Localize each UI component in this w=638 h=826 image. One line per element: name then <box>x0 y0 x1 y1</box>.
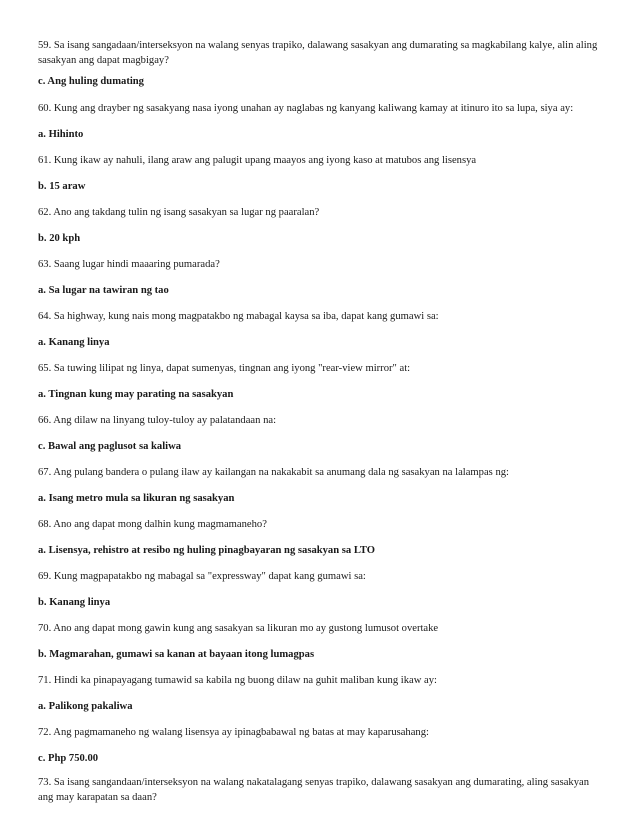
answer-71: a. Palikong pakaliwa <box>38 701 133 712</box>
question-66: 66. Ang dilaw na linyang tuloy-tuloy ay palatandaan na: <box>38 415 277 426</box>
answer-61: b. 15 araw <box>38 181 86 192</box>
question-60: 60. Kung ang drayber ng sasakyang nasa iyong unahan ay naglabas ng kanyang kaliwang kamay at itinuro ito sa lupa, siya ay: <box>38 103 574 114</box>
answer-59: c. Ang huling dumating <box>38 76 144 87</box>
answer-63: a. Sa lugar na tawiran ng tao <box>38 285 169 296</box>
question-71: 71. Hindi ka pinapayagang tumawid sa kabila ng buong dilaw na guhit maliban kung ikaw ay: <box>38 675 437 686</box>
question-69: 69. Kung magpapatakbo ng mabagal sa "expressway" dapat kang gumawi sa: <box>38 571 366 582</box>
question-63: 63. Saang lugar hindi maaaring pumarada? <box>38 259 220 270</box>
question-61: 61. Kung ikaw ay nahuli, ilang araw ang palugit upang maayos ang iyong kaso at matubos ang lisensya <box>38 155 477 166</box>
answer-62: b. 20 kph <box>38 233 81 244</box>
answer-66: c. Bawal ang paglusot sa kaliwa <box>38 441 182 452</box>
question-64: 64. Sa highway, kung nais mong magpatakbo ng mabagal kaysa sa iba, dapat kang gumawi sa: <box>38 311 439 322</box>
question-65: 65. Sa tuwing lilipat ng linya, dapat sumenyas, tingnan ang iyong "rear-view mirror" at: <box>38 363 411 374</box>
question-68: 68. Ano ang dapat mong dalhin kung magmamaneho? <box>38 519 267 530</box>
answer-70: b. Magmarahan, gumawi sa kanan at bayaan itong lumagpas <box>38 649 315 660</box>
answer-69: b. Kanang linya <box>38 597 111 608</box>
answer-68: a. Lisensya, rehistro at resibo ng huling pinagbayaran ng sasakyan sa LTO <box>38 545 376 556</box>
question-73: 73. Sa isang sangandaan/interseksyon na walang nakatalagang senyas trapiko, dalawang sasakyan ang dumarating, aling sasakyan ang may karapatan sa daan? <box>38 777 589 803</box>
answer-65: a. Tingnan kung may parating na sasakyan <box>38 389 234 400</box>
question-62: 62. Ano ang takdang tulin ng isang sasakyan sa lugar ng paaralan? <box>38 207 320 218</box>
answer-64: a. Kanang linya <box>38 337 110 348</box>
question-72: 72. Ang pagmamaneho ng walang lisensya ay ipinagbabawal ng batas at may kaparusahang: <box>38 727 429 738</box>
answer-67: a. Isang metro mula sa likuran ng sasakyan <box>38 493 235 504</box>
question-70: 70. Ano ang dapat mong gawin kung ang sasakyan sa likuran mo ay gustong lumusot overtake <box>38 623 439 634</box>
answer-72: c. Php 750.00 <box>38 753 99 764</box>
question-59: 59. Sa isang sangadaan/interseksyon na walang senyas trapiko, dalawang sasakyan ang dumarating sa magkabilang kalye, alin aling sasakyan ang dapat magbigay? <box>38 40 598 66</box>
question-67: 67. Ang pulang bandera o pulang ilaw ay kailangan na nakakabit sa anumang dala ng sasakyan na lalampas ng: <box>38 467 509 478</box>
answer-60: a. Hihinto <box>38 129 84 140</box>
